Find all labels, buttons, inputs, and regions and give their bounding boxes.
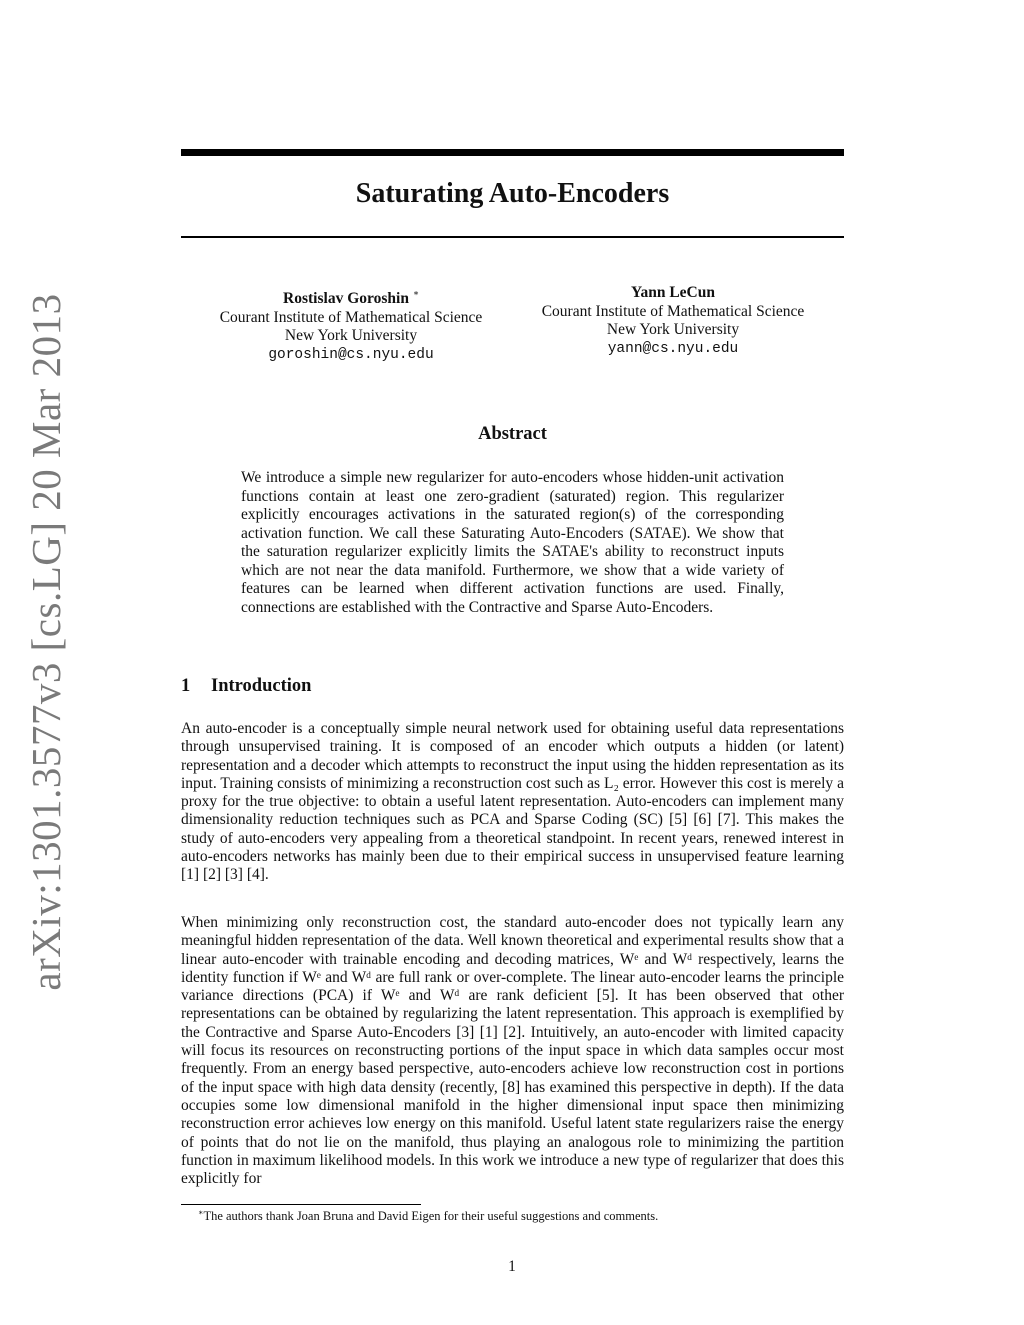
intro-paragraph-1: An auto-encoder is a conceptually simple neural network used for obtaining useful data representations through unsupervised training. It is composed of an encoder which outputs a hidden (or latent) representation and a decoder which attempts to reconstruct the input using the hidden representation as its input. Training consists of minimizing a reconstruction cost such as L₂ error. However this cost is merely a proxy for the true objective: to obtain a useful latent representation. Auto-encoders can implement many dimensionality reduction techniques such as PCA and Sparse Coding (SC) [5] [6] [7]. This makes the study of auto-encoders very appealing from a theoretical standpoint. In recent years, renewed interest in auto-encoders networks has mainly been due to their empirical success in unsupervised feature learning [1] [2] [3] [4]. xyxy=(181,720,844,884)
author-affiliation: Courant Institute of Mathematical Science xyxy=(541,302,805,320)
intro-paragraph-2: When minimizing only reconstruction cost, the standard auto-encoder does not typically learn any meaningful hidden representation of the data. Well known theoretical and experimental results show that a linear auto-encoder with trainable encoding and decoding matrices, Wᵉ and Wᵈ respectively, learns the identity function if Wᵉ and Wᵈ are full rank or over-complete. The linear auto-encoder learns the principle variance directions (PCA) if Wᵉ and Wᵈ are rank deficient [5]. It has been observed that other representations can be obtained by regularizing the latent representation. This approach is exemplified by the Contractive and Sparse Auto-Encoders [3] [1] [2]. Intuitively, an auto-encoder with limited capacity will focus its resources on reconstructing portions of the input space in which data samples occur most frequently. From an energy based perspective, auto-encoders achieve low reconstruction cost in portions of the input space with high data density (recently, [8] has examined this perspective in depth). If the data occupies some low dimensional manifold in the higher dimensional input space then minimizing reconstruction error achieves low energy on this manifold. Useful latent state regularizers raise the energy of points that do not lie on the manifold, thus playing an analogous role to minimizing the partition function in maximum likelihood models. In this work we introduce a new type of regularizer that does this explicitly for xyxy=(181,914,844,1188)
author-affiliation: Courant Institute of Mathematical Science xyxy=(219,308,483,326)
footnote-marker: ∗ xyxy=(198,1208,204,1217)
author-email: yann@cs.nyu.edu xyxy=(607,340,739,357)
section-number: 1 xyxy=(181,676,191,696)
author-name: Rostislav Goroshin xyxy=(283,290,409,307)
paper-title: Saturating Auto-Encoders xyxy=(355,178,670,209)
title-top-rule xyxy=(181,149,844,156)
author-name-line xyxy=(201,284,501,309)
footnote-rule xyxy=(181,1204,421,1205)
abstract-body: We introduce a simple new regularizer for auto-encoders whose hidden-unit activation functions contain at least one zero-gradient (saturated) region. This regularizer explicitly encourages activations in the saturated region(s) of the corresponding activation function. We call these Saturating Auto-Encoders (SATAE). We show that the saturation regularizer explicitly limits the SATAE's ability to reconstruct inputs which are not near the data manifold. Furthermore, we show that a wide variety of features can be learned when different activation functions are used. Finally, connections are established with the Contractive and Sparse Auto-Encoders. xyxy=(241,469,784,616)
author-footnote-marker: ∗ xyxy=(412,288,419,298)
author-block-lecun xyxy=(523,284,823,358)
footnote-text: The authors thank Joan Bruna and David Eigen for their useful suggestions and comments. xyxy=(203,1209,659,1223)
abstract-heading: Abstract xyxy=(478,424,547,444)
section-title: Introduction xyxy=(211,676,312,696)
author-institution: New York University xyxy=(284,327,418,344)
section-heading-introduction xyxy=(181,676,311,697)
page-number: 1 xyxy=(508,1258,516,1275)
arxiv-identifier: arXiv:1301.3577v3 [cs.LG] 20 Mar 2013 xyxy=(23,293,69,991)
title-bottom-rule xyxy=(181,236,844,238)
author-name: Yann LeCun xyxy=(631,284,715,301)
author-email: goroshin@cs.nyu.edu xyxy=(268,346,434,363)
footnote xyxy=(198,1208,658,1224)
author-institution: New York University xyxy=(606,321,740,338)
author-block-goroshin xyxy=(201,284,501,364)
